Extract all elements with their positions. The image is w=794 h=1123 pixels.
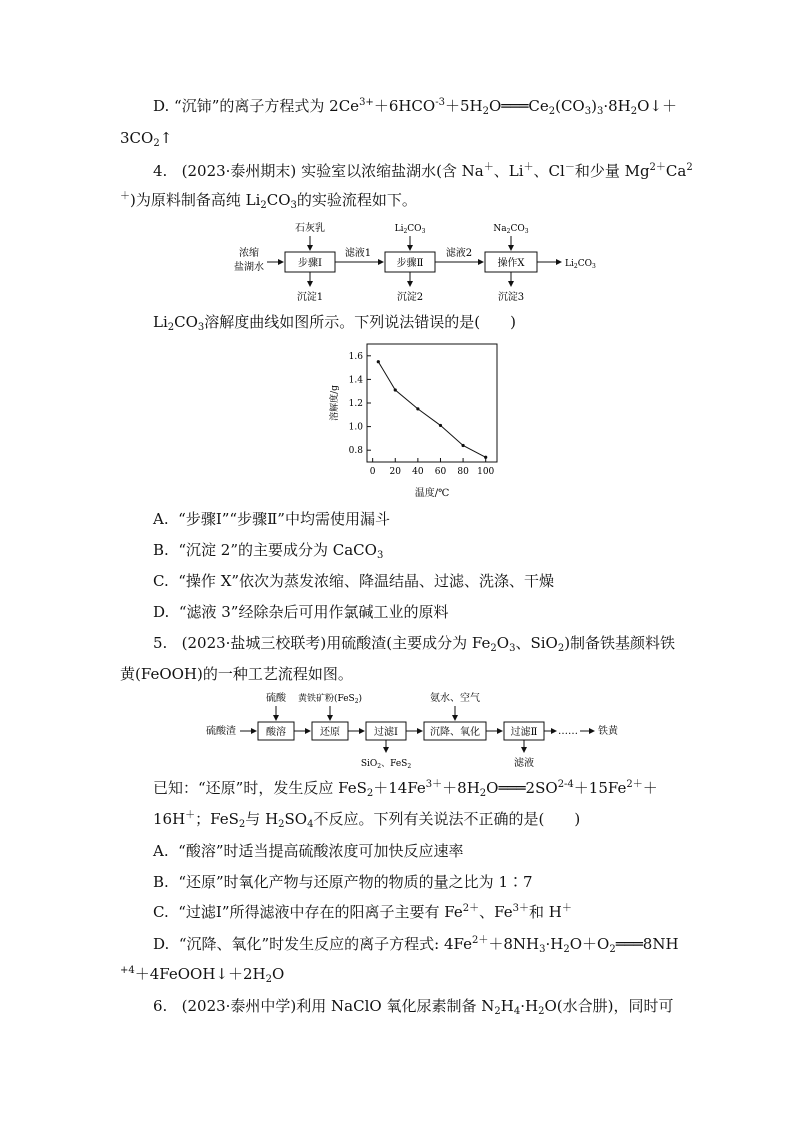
text: ) xyxy=(591,97,597,115)
flow-reagent-acid: 硫酸 xyxy=(266,693,286,704)
q5-option-c xyxy=(153,902,794,922)
text: 黄(FeOOH)的一种工艺流程如图。 xyxy=(120,665,353,683)
flow-box-reduce-label: 还原 xyxy=(320,727,340,738)
option-label: D. xyxy=(153,603,170,621)
text: ＋ xyxy=(642,779,658,797)
flow-filtrate1: 滤液1 xyxy=(344,248,372,259)
text: 、Cl xyxy=(533,162,565,180)
text: Li xyxy=(565,259,574,269)
sup: ＋ xyxy=(561,903,572,914)
text: ·H xyxy=(545,935,564,953)
text: 溶解度曲线如图所示。下列说法错误的是( ) xyxy=(204,313,517,331)
x-tick-label: 0 xyxy=(369,467,376,477)
sub: 2 xyxy=(490,643,497,654)
text: ＋4FeOOH↓＋2H xyxy=(134,965,266,983)
sup: ＋ xyxy=(185,810,196,821)
text: H xyxy=(500,997,514,1015)
flow-precip1: 沉淀1 xyxy=(296,292,324,303)
sup: 3＋ xyxy=(425,779,443,790)
sub: 2 xyxy=(407,763,412,770)
text: SiO xyxy=(360,759,378,769)
sub: 2 xyxy=(377,763,382,770)
text: 、SiO xyxy=(515,634,558,652)
text: 、Li xyxy=(493,162,524,180)
text: 不反应。下列有关说法不正确的是( ) xyxy=(313,810,581,828)
flow-box-filter2-label: 过滤Ⅱ xyxy=(510,727,538,738)
sub: 2 xyxy=(278,819,285,830)
flow-input: 硫酸渣 xyxy=(206,726,236,737)
text: ＋5H xyxy=(444,97,483,115)
text: O＋O xyxy=(569,935,610,953)
text: 16H xyxy=(153,810,186,828)
flow-output xyxy=(565,259,596,270)
text: “沉降、氧化”时发生反应的离子方程式: 4Fe xyxy=(178,935,472,953)
sub: 2 xyxy=(354,698,359,705)
question-source: (2023·泰州期末) xyxy=(181,162,297,180)
data-point xyxy=(461,444,464,447)
text: 的实验流程如下。 xyxy=(296,191,417,209)
x-tick-label: 40 xyxy=(412,467,424,477)
sub: 2 xyxy=(153,138,160,149)
text: ═══8NH xyxy=(615,935,679,953)
q4-option-a xyxy=(153,509,794,529)
sub: 3 xyxy=(524,228,529,235)
text: ) xyxy=(358,694,363,704)
sub: 3 xyxy=(421,228,426,235)
q6-stem xyxy=(153,996,794,1016)
flow-reagent2 xyxy=(395,224,426,235)
flow-precip2: 沉淀2 xyxy=(396,292,424,303)
question-number: 5. xyxy=(153,634,168,652)
flow-box-step1-label: 步骤Ⅰ xyxy=(298,258,322,269)
sup: +4 xyxy=(120,965,135,976)
y-tick-label: 0.8 xyxy=(348,446,363,457)
text: Li xyxy=(394,224,404,234)
sup: 2-4 xyxy=(557,779,574,790)
sub: 2 xyxy=(366,788,374,799)
sup: ＋ xyxy=(483,162,494,173)
text: SO xyxy=(284,810,308,828)
flow-reagent-ammonia: 氨水、空气 xyxy=(430,693,480,704)
sub: 2 xyxy=(563,944,570,955)
sup: 2 xyxy=(686,162,693,173)
sub: 2 xyxy=(260,200,267,211)
x-tick-label: 60 xyxy=(434,467,447,477)
text: “滤液 3”经除杂后可用作氯碱工业的原料 xyxy=(178,603,449,621)
flow-box-filter1-label: 过滤Ⅰ xyxy=(374,727,398,738)
q5-option-d xyxy=(153,934,794,954)
flow-dots: …… xyxy=(558,726,578,737)
data-points xyxy=(377,360,488,459)
y-axis-label: 溶解度/g xyxy=(330,385,340,421)
text: 实验室以浓缩盐湖水(含 Na xyxy=(301,162,484,180)
q5-stem xyxy=(153,633,794,653)
text: CO xyxy=(510,224,525,234)
option-label: C. xyxy=(153,572,169,590)
sub: 2 xyxy=(630,106,638,117)
q4-option-b xyxy=(153,540,794,560)
sup: 2＋ xyxy=(462,903,480,914)
text: ＋6HCO xyxy=(373,97,436,115)
q4-flowchart xyxy=(225,216,615,308)
text: CO xyxy=(407,224,422,234)
flow-filtrate: 滤液 xyxy=(514,758,534,769)
text: (CO xyxy=(555,97,585,115)
sup: 2＋ xyxy=(649,162,666,173)
text: ·H xyxy=(520,997,539,1015)
text: 和少量 Mg xyxy=(574,162,650,180)
flow-output: 铁黄 xyxy=(598,726,618,737)
flow-box-opx-label: 操作X xyxy=(497,258,525,269)
sup: 3+ xyxy=(359,97,374,108)
text: 与 H xyxy=(245,810,279,828)
flow-reagent3 xyxy=(493,224,528,235)
text: O═══2SO xyxy=(486,779,558,797)
text: ＋14Fe xyxy=(373,779,426,797)
sub: 2 xyxy=(548,106,556,117)
text: “操作 X”依次为蒸发浓缩、降温结晶、过滤、洗涤、干燥 xyxy=(178,572,555,590)
y-tick-label: 1.0 xyxy=(348,422,363,433)
sub: 2 xyxy=(538,1006,545,1017)
sup: ＋ xyxy=(523,162,534,173)
option-label: C. xyxy=(153,903,169,921)
y-tick-label: 1.2 xyxy=(348,399,363,409)
x-tick-label: 80 xyxy=(457,467,469,477)
text: CO xyxy=(174,313,198,331)
sub: 2 xyxy=(479,788,487,799)
option-label: D. xyxy=(153,97,170,115)
text: “沉淀 2”的主要成分为 CaCO xyxy=(178,541,377,559)
sub: 3 xyxy=(509,643,516,654)
text: “沉铈”的离子方程式为 2Ce xyxy=(174,97,360,115)
sub: 2 xyxy=(265,974,273,985)
sub: 2 xyxy=(506,228,511,235)
q4-stem-cont xyxy=(120,190,794,210)
option-label: B. xyxy=(153,873,169,891)
sup: -3 xyxy=(435,97,445,108)
data-point xyxy=(377,360,380,363)
question-source: (2023·泰州中学) xyxy=(181,997,297,1015)
q5-option-b xyxy=(153,872,794,892)
q4-solubility-chart xyxy=(325,336,505,506)
sub: 2 xyxy=(482,106,489,117)
q5-option-d-cont xyxy=(120,964,794,984)
flow-residue xyxy=(361,759,412,770)
text: “过滤Ⅰ”所得滤液中存在的阳离子主要有 Fe xyxy=(178,903,463,921)
q3-option-d xyxy=(153,96,794,116)
sup: 3＋ xyxy=(512,903,529,914)
y-tick-label: 1.4 xyxy=(348,375,363,386)
q5-known-cont xyxy=(153,809,794,829)
text: ＋15Fe xyxy=(573,779,627,797)
option-label: A. xyxy=(153,510,169,528)
text: )为原料制备高纯 Li xyxy=(130,191,261,209)
text: 利用 NaClO 氧化尿素制备 N xyxy=(296,997,495,1015)
flow-box-settle-label: 沉降、氧化 xyxy=(430,727,480,738)
flow-input-line2: 盐湖水 xyxy=(234,262,264,273)
q4-curve-intro xyxy=(153,312,794,332)
text: 3CO xyxy=(120,129,154,147)
text: CO xyxy=(577,259,592,269)
text: O↓＋ xyxy=(637,97,677,115)
q5-flowchart xyxy=(200,688,640,772)
flow-box-step2-label: 步骤Ⅱ xyxy=(396,258,424,269)
text: 黄铁矿粉(FeS xyxy=(297,694,355,704)
series-line xyxy=(378,362,485,458)
flow-precip3: 沉淀3 xyxy=(497,292,525,303)
text: ·8H xyxy=(603,97,631,115)
data-point xyxy=(484,456,487,459)
sub: 2 xyxy=(573,263,578,270)
q5-known xyxy=(153,778,794,798)
question-number: 6. xyxy=(153,997,168,1015)
sub: 2 xyxy=(609,944,616,955)
question-source: (2023·盐城三校联考) xyxy=(181,634,327,652)
sup: 2＋ xyxy=(471,935,489,946)
sub: 3 xyxy=(290,200,297,211)
text: 和 H xyxy=(528,903,562,921)
text: ＋8H xyxy=(442,779,480,797)
text: )制备铁基颜料铁 xyxy=(564,634,676,652)
text: 已知：“还原”时，发生反应 FeS xyxy=(153,779,367,797)
option-label: A. xyxy=(153,842,169,860)
data-point xyxy=(416,407,419,410)
sup: 2＋ xyxy=(626,779,643,790)
option-label: B. xyxy=(153,541,169,559)
text: ↑ xyxy=(159,129,173,147)
sup: － xyxy=(564,162,575,173)
sub: 2 xyxy=(167,322,175,333)
x-axis-label: 温度/℃ xyxy=(414,488,450,499)
text: Ca xyxy=(665,162,687,180)
x-tick-label: 100 xyxy=(477,467,495,477)
text: 用硫酸渣(主要成分为 Fe xyxy=(326,634,491,652)
text: “还原”时氧化产物与还原产物的物质的量之比为 1∶7 xyxy=(178,873,533,891)
sub: 3 xyxy=(596,106,604,117)
text: O xyxy=(496,634,510,652)
sub: 4 xyxy=(513,1006,521,1017)
q4-option-c xyxy=(153,571,794,591)
sup: ＋ xyxy=(120,191,130,202)
sub: 2 xyxy=(403,228,408,235)
sub: 3 xyxy=(376,550,384,561)
text: Li xyxy=(153,313,168,331)
text: “步骤Ⅰ”“步骤Ⅱ”中均需使用漏斗 xyxy=(178,510,390,528)
flow-reagent1: 石灰乳 xyxy=(295,223,325,234)
flow-input-line1: 浓缩 xyxy=(239,248,259,259)
question-number: 4. xyxy=(153,162,168,180)
text: O(水合肼)，同时可 xyxy=(544,997,674,1015)
sub: 4 xyxy=(307,819,314,830)
q5-option-a xyxy=(153,841,794,861)
sub: 3 xyxy=(539,944,546,955)
sub: 3 xyxy=(197,322,205,333)
option-label: D. xyxy=(153,935,170,953)
sub: 3 xyxy=(591,263,596,270)
q5-stem-cont xyxy=(120,664,794,684)
y-tick-label: 1.6 xyxy=(348,351,363,362)
sub: 2 xyxy=(557,643,565,654)
q4-option-d xyxy=(153,602,794,622)
flow-box-acid-label: 酸溶 xyxy=(266,727,286,738)
q4-stem xyxy=(153,161,794,181)
plot-frame xyxy=(367,344,497,462)
text: O═══Ce xyxy=(488,97,549,115)
data-point xyxy=(439,424,442,427)
y-axis-ticks xyxy=(349,352,371,456)
sub: 2 xyxy=(238,819,246,830)
text: O xyxy=(272,965,285,983)
flow-filtrate2: 滤液2 xyxy=(445,248,473,259)
x-axis-ticks xyxy=(370,458,495,477)
text: “酸溶”时适当提高硫酸浓度可加快反应速率 xyxy=(178,842,464,860)
data-point xyxy=(394,388,397,391)
text: CO xyxy=(266,191,291,209)
text: ＋8NH xyxy=(488,935,540,953)
q3-option-d-cont xyxy=(120,128,794,148)
text: 、Fe xyxy=(479,903,513,921)
x-tick-label: 20 xyxy=(389,467,401,477)
flow-reagent-pyrite xyxy=(298,692,362,705)
text: Na xyxy=(493,224,507,234)
sub: 3 xyxy=(584,106,592,117)
text: ；FeS xyxy=(195,810,239,828)
sub: 2 xyxy=(494,1006,501,1017)
text: 、FeS xyxy=(381,759,408,769)
